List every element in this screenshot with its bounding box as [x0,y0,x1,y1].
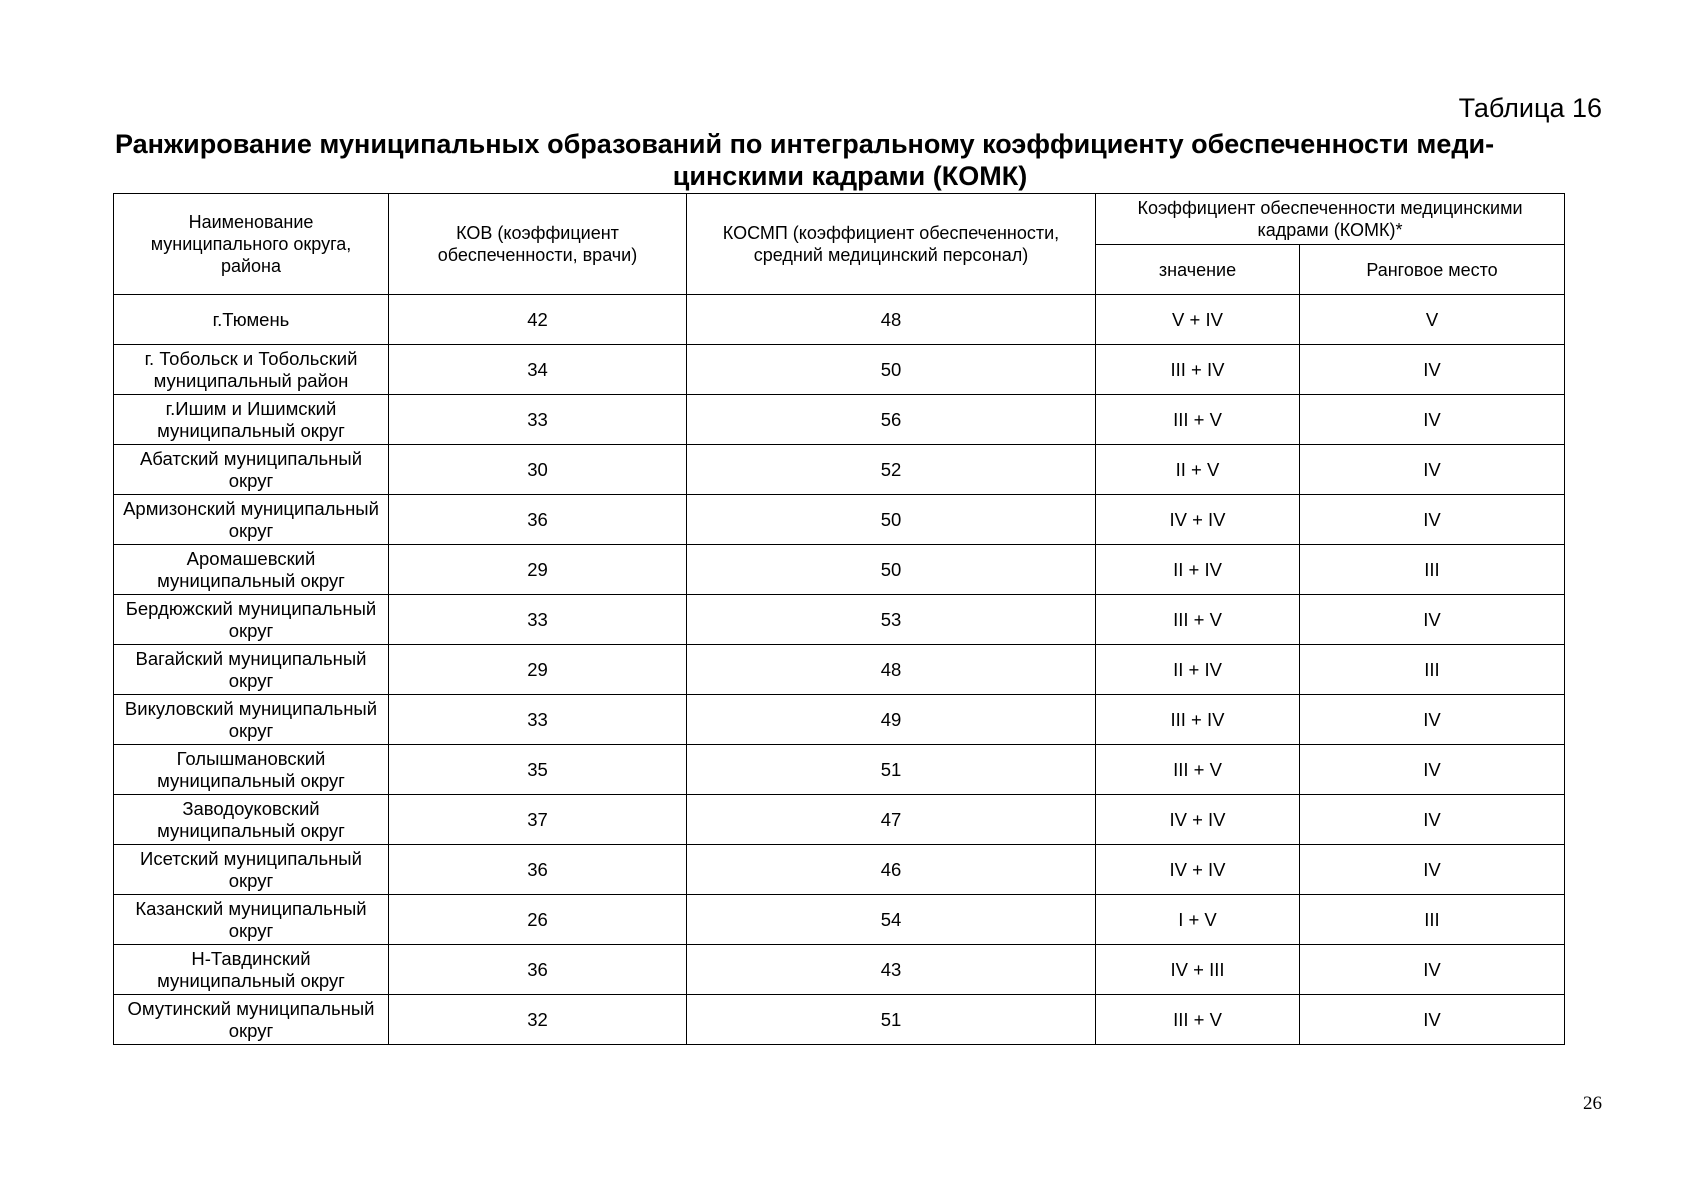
cell-rank: IV [1300,695,1565,745]
cell-rank: III [1300,545,1565,595]
cell-name: Голышмановский муниципальный округ [114,745,389,795]
cell-value: II + IV [1096,545,1300,595]
table-row [114,345,1565,395]
table-row [114,595,1565,645]
table-row [114,445,1565,495]
cell-rank: IV [1300,395,1565,445]
cell-name: Вагайский муниципальный округ [114,645,389,695]
cell-name: Омутинский муниципальный округ [114,995,389,1045]
cell-name: Аромашевский муниципальный округ [114,545,389,595]
header-row [114,194,1565,245]
cell-kov: 30 [389,445,687,495]
cell-kov: 32 [389,995,687,1045]
cell-kov: 26 [389,895,687,945]
ranking-table [113,193,1565,1045]
cell-value: IV + III [1096,945,1300,995]
table-title [115,128,1585,192]
table-row [114,395,1565,445]
cell-value: IV + IV [1096,795,1300,845]
cell-kov: 33 [389,395,687,445]
cell-name: Казанский муниципальный округ [114,895,389,945]
header-name: Наименование муниципального округа, района [114,194,389,295]
cell-kosmp: 43 [687,945,1096,995]
cell-kov: 42 [389,295,687,345]
cell-name: г. Тобольск и Тобольский муниципальный район [114,345,389,395]
cell-kov: 34 [389,345,687,395]
header-komk: Коэффициент обеспеченности медицинскими кадрами (КОМК)* [1096,194,1565,245]
table-row [114,945,1565,995]
cell-name: г.Ишим и Ишимский муниципальный округ [114,395,389,445]
cell-kov: 29 [389,545,687,595]
cell-value: IV + IV [1096,495,1300,545]
cell-kov: 33 [389,595,687,645]
cell-value: II + IV [1096,645,1300,695]
page-number: 26 [1583,1093,1602,1114]
cell-rank: IV [1300,795,1565,845]
cell-kosmp: 52 [687,445,1096,495]
cell-value: II + V [1096,445,1300,495]
cell-kosmp: 50 [687,495,1096,545]
cell-rank: IV [1300,845,1565,895]
cell-name: Армизонский муниципальный округ [114,495,389,545]
header-value: значение [1096,245,1300,295]
cell-rank: IV [1300,945,1565,995]
cell-rank: V [1300,295,1565,345]
cell-kov: 36 [389,845,687,895]
table-row [114,645,1565,695]
cell-kov: 36 [389,495,687,545]
cell-value: III + V [1096,745,1300,795]
table-row [114,545,1565,595]
cell-kov: 29 [389,645,687,695]
cell-name: Викуловский муниципальный округ [114,695,389,745]
cell-name: Абатский муниципальный округ [114,445,389,495]
table-row [114,995,1565,1045]
cell-value: I + V [1096,895,1300,945]
cell-kosmp: 47 [687,795,1096,845]
table-row [114,695,1565,745]
cell-name: Н-Тавдинский муниципальный округ [114,945,389,995]
table-row [114,845,1565,895]
cell-kosmp: 49 [687,695,1096,745]
table-title-line-2: цинскими кадрами (КОМК) [672,161,1028,191]
cell-rank: III [1300,895,1565,945]
cell-rank: IV [1300,995,1565,1045]
table-row [114,745,1565,795]
cell-kosmp: 51 [687,745,1096,795]
cell-rank: IV [1300,745,1565,795]
table-row [114,295,1565,345]
cell-name: г.Тюмень [114,295,389,345]
header-kov: КОВ (коэффициент обеспеченности, врачи) [389,194,687,295]
cell-kov: 36 [389,945,687,995]
cell-value: III + IV [1096,345,1300,395]
cell-value: III + V [1096,995,1300,1045]
table-row [114,495,1565,545]
cell-name: Заводоуковский муниципальный округ [114,795,389,845]
cell-kosmp: 46 [687,845,1096,895]
cell-value: III + IV [1096,695,1300,745]
cell-value: III + V [1096,595,1300,645]
cell-value: III + V [1096,395,1300,445]
cell-kov: 37 [389,795,687,845]
cell-value: V + IV [1096,295,1300,345]
cell-rank: IV [1300,345,1565,395]
cell-rank: IV [1300,595,1565,645]
cell-kosmp: 48 [687,295,1096,345]
cell-rank: IV [1300,495,1565,545]
cell-kov: 33 [389,695,687,745]
table-body [114,295,1565,1045]
cell-kosmp: 48 [687,645,1096,695]
table-number: Таблица 16 [1458,93,1602,123]
cell-kosmp: 54 [687,895,1096,945]
cell-kosmp: 51 [687,995,1096,1045]
cell-value: IV + IV [1096,845,1300,895]
cell-kov: 35 [389,745,687,795]
table-title-line-1: Ранжирование муниципальных образований по интегральному коэффициенту обеспеченности меди- [115,129,1495,159]
cell-name: Бердюжский муниципальный округ [114,595,389,645]
cell-kosmp: 50 [687,345,1096,395]
cell-kosmp: 50 [687,545,1096,595]
cell-name: Исетский муниципальный округ [114,845,389,895]
table-row [114,795,1565,845]
header-kosmp: КОСМП (коэффициент обеспеченности, средний медицинский персонал) [687,194,1096,295]
cell-rank: III [1300,645,1565,695]
cell-kosmp: 53 [687,595,1096,645]
cell-rank: IV [1300,445,1565,495]
cell-kosmp: 56 [687,395,1096,445]
header-rank: Ранговое место [1300,245,1565,295]
table-row [114,895,1565,945]
